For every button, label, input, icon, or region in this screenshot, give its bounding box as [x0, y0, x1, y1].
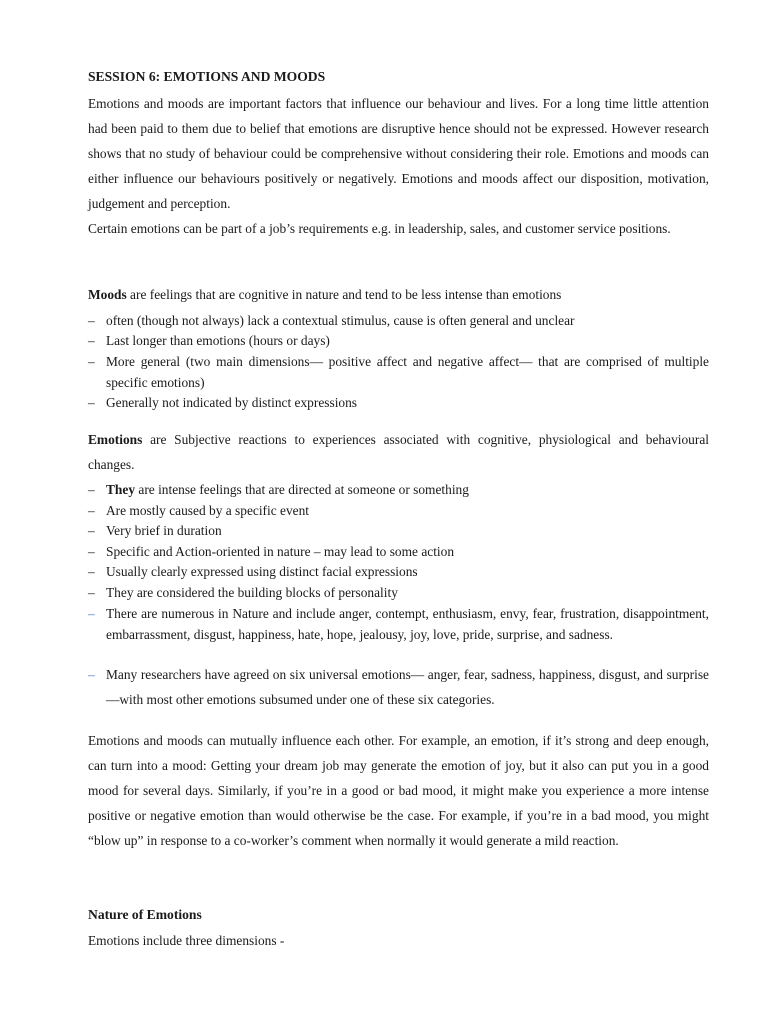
- bullet-dash: –: [88, 564, 95, 579]
- emotions-bullet: [88, 562, 709, 583]
- they-lead: They: [106, 482, 136, 497]
- nature-intro: Emotions include three dimensions -: [88, 933, 285, 948]
- emotions-bullet: [88, 604, 709, 645]
- moods-bullet: [88, 393, 709, 414]
- emotions-bullet-text: Are mostly caused by a specific event: [106, 503, 310, 518]
- moods-bullet: [88, 311, 709, 332]
- moods-bullet-text: Generally not indicated by distinct expressions: [106, 395, 358, 410]
- bullet-dash: –: [88, 667, 95, 682]
- emotions-bullet: [88, 662, 709, 712]
- moods-definition: [88, 285, 709, 306]
- bullet-dash: –: [88, 585, 95, 600]
- emotions-definition-text: are Subjective reactions to experiences associated with cognitive, physiological and behavioural changes.: [88, 432, 709, 472]
- moods-bullet-text: More general (two main dimensions— positive affect and negative affect— that are comprised of multiple specific emotions): [106, 354, 709, 390]
- bullet-dash: –: [88, 354, 95, 369]
- emotions-bullet: [88, 501, 709, 522]
- emotions-bullet: [88, 542, 709, 563]
- nature-heading: Nature of Emotions: [88, 907, 202, 922]
- bullet-dash: –: [88, 333, 95, 348]
- emotions-bullet-text: There are numerous in Nature and include anger, contempt, enthusiasm, envy, fear, frustration, disappointment, embarrassment, disgust, happiness, hate, hope, jealousy, joy, love, pride, surprise, and sadness.: [106, 606, 709, 642]
- emotions-bullet-text: are intense feelings that are directed at someone or something: [135, 482, 469, 497]
- emotions-bullet-text: Usually clearly expressed using distinct facial expressions: [106, 564, 418, 579]
- moods-bullet: [88, 331, 709, 352]
- emotions-bullet: [88, 583, 709, 604]
- bullet-dash: –: [88, 544, 95, 559]
- job-paragraph: Certain emotions can be part of a job’s requirements e.g. in leadership, sales, and customer service positions.: [88, 221, 671, 236]
- moods-lead: Moods: [88, 287, 127, 302]
- session-title: SESSION 6: EMOTIONS AND MOODS: [88, 69, 326, 84]
- bullet-dash: –: [88, 313, 95, 328]
- bullet-dash: –: [88, 482, 95, 497]
- emotions-definition: [88, 427, 709, 477]
- bullet-dash: –: [88, 606, 95, 621]
- mutual-paragraph: Emotions and moods can mutually influence each other. For example, an emotion, if it’s strong and deep enough, can turn into a mood: Getting your dream job may generate the emotion of joy, but it also can put you in a good mood for several days. Similarly, if you’re in a good or bad mood, it might make you experience a more intense positive or negative emotion than would otherwise be the case. For example, if you’re in a bad mood, you might “blow up” in response to a co-worker’s comment when normally it would generate a mild reaction.: [88, 733, 709, 848]
- emotions-bullet-text: Many researchers have agreed on six universal emotions— anger, fear, sadness, happiness, disgust, and surprise—with most other emotions subsumed under one of these six categories.: [106, 667, 709, 707]
- bullet-dash: –: [88, 523, 95, 538]
- emotions-bullet: [88, 480, 709, 501]
- emotions-bullet-text: Very brief in duration: [106, 523, 222, 538]
- emotions-bullet-text: Specific and Action-oriented in nature – may lead to some action: [106, 544, 455, 559]
- emotions-lead: Emotions: [88, 432, 143, 447]
- moods-bullet: [88, 352, 709, 393]
- emotions-bullet-text: They are considered the building blocks of personality: [106, 585, 398, 600]
- emotions-bullet: [88, 521, 709, 542]
- moods-bullet-text: often (though not always) lack a contextual stimulus, cause is often general and unclear: [106, 313, 575, 328]
- bullet-dash: –: [88, 503, 95, 518]
- intro-paragraph: Emotions and moods are important factors that influence our behaviour and lives. For a long time little attention had been paid to them due to belief that emotions are disruptive hence should not be expressed. However research shows that no study of behaviour could be comprehensive without considering their role. Emotions and moods can either influence our behaviours positively or negatively. Emotions and moods affect our disposition, motivation, judgement and perception.: [88, 96, 709, 211]
- bullet-dash: –: [88, 395, 95, 410]
- moods-bullet-text: Last longer than emotions (hours or days): [106, 333, 330, 348]
- moods-definition-text: are feelings that are cognitive in nature and tend to be less intense than emotions: [126, 287, 562, 302]
